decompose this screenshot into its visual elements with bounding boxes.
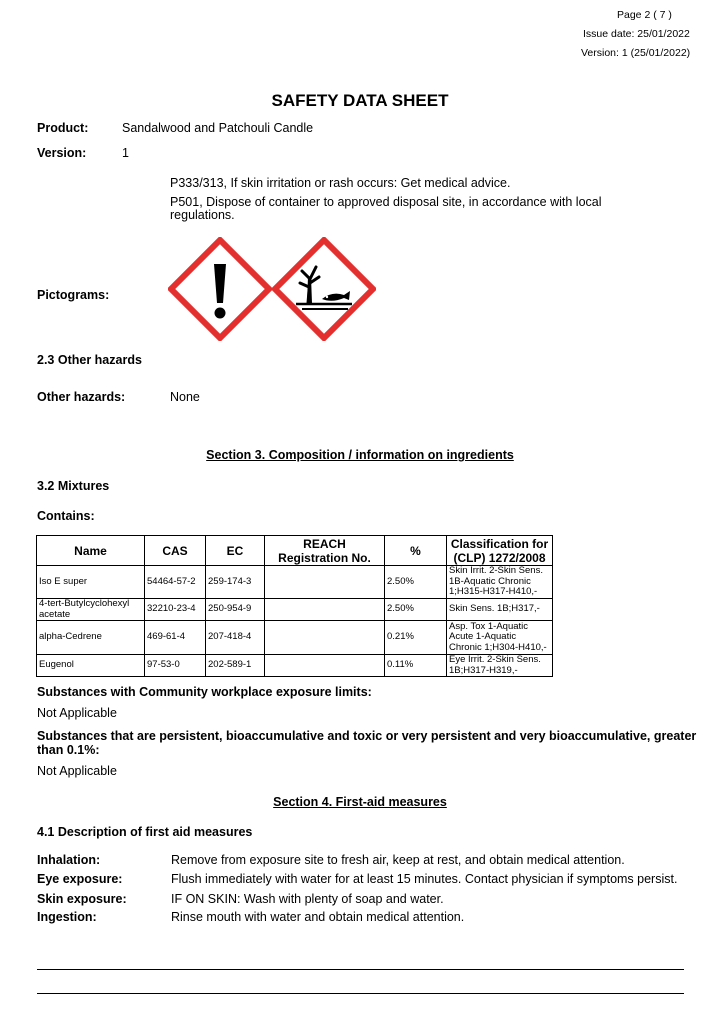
environment-hazard-icon <box>272 237 376 341</box>
column-header-reach: REACH Registration No. <box>265 536 385 566</box>
cell-cas: 32210-23-4 <box>145 599 206 621</box>
exposure-limits-heading: Substances with Community workplace exposure limits: <box>37 685 372 699</box>
pbt-heading-line2: than 0.1%: <box>37 743 100 757</box>
cell-reach <box>265 566 385 599</box>
eye-exposure-value: Flush immediately with water for at least 15 minutes. Contact physician if symptoms persist. <box>171 872 678 886</box>
cell-name: Iso E super <box>37 566 145 599</box>
table-row <box>37 655 553 677</box>
cell-percent: 0.21% <box>385 621 447 655</box>
column-header-name: Name <box>37 536 145 566</box>
product-label: Product: <box>37 121 89 135</box>
column-header-cas: CAS <box>145 536 206 566</box>
issue-date: Issue date: 25/01/2022 <box>583 28 690 40</box>
cell-classification: Skin Irrit. 2-Skin Sens. 1B-Aquatic Chronic 1;H315-H317-H410,- <box>447 566 553 599</box>
cell-percent: 0.11% <box>385 655 447 677</box>
table-row <box>37 621 553 655</box>
cell-cas: 97-53-0 <box>145 655 206 677</box>
exposure-limits-value: Not Applicable <box>37 706 117 720</box>
pictograms-label: Pictograms: <box>37 288 110 302</box>
table-header-row <box>37 536 553 566</box>
table-row <box>37 566 553 599</box>
product-value: Sandalwood and Patchouli Candle <box>122 121 314 135</box>
precaution-p501-line1: P501, Dispose of container to approved disposal site, in accordance with local <box>170 195 602 209</box>
contains-label: Contains: <box>37 509 95 523</box>
cell-ec: 250-954-9 <box>206 599 265 621</box>
ingestion-value: Rinse mouth with water and obtain medical attention. <box>171 910 465 924</box>
precaution-p333: P333/313, If skin irritation or rash occurs: Get medical advice. <box>170 176 511 190</box>
footer-divider-bottom <box>37 993 684 994</box>
other-hazards-heading: 2.3 Other hazards <box>37 353 142 367</box>
other-hazards-value: None <box>170 390 200 404</box>
cell-reach <box>265 621 385 655</box>
cell-name: alpha-Cedrene <box>37 621 145 655</box>
first-aid-subheading: 4.1 Description of first aid measures <box>37 825 253 839</box>
cell-ec: 202-589-1 <box>206 655 265 677</box>
cell-reach <box>265 599 385 621</box>
table-row <box>37 599 553 621</box>
precaution-p501-line2: regulations. <box>170 208 235 222</box>
cell-percent: 2.50% <box>385 566 447 599</box>
cell-reach <box>265 655 385 677</box>
inhalation-label: Inhalation: <box>37 853 101 867</box>
ingredients-table <box>36 535 553 677</box>
column-header-percent: % <box>385 536 447 566</box>
mixtures-heading: 3.2 Mixtures <box>37 479 110 493</box>
skin-exposure-label: Skin exposure: <box>37 892 127 906</box>
cell-ec: 259-174-3 <box>206 566 265 599</box>
version-info: Version: 1 (25/01/2022) <box>581 47 691 59</box>
column-header-classification: Classification for (CLP) 1272/2008 <box>447 536 553 566</box>
ingestion-label: Ingestion: <box>37 910 97 924</box>
section4-heading: Section 4. First-aid measures <box>273 795 447 809</box>
cell-classification: Asp. Tox 1-Aquatic Acute 1-Aquatic Chronic 1;H304-H410,- <box>447 621 553 655</box>
other-hazards-label: Other hazards: <box>37 390 126 404</box>
cell-classification: Eye Irrit. 2-Skin Sens. 1B;H317-H319,- <box>447 655 553 677</box>
column-header-ec: EC <box>206 536 265 566</box>
pbt-value: Not Applicable <box>37 764 117 778</box>
section3-heading: Section 3. Composition / information on ingredients <box>206 448 514 462</box>
version-label: Version: <box>37 146 87 160</box>
cell-percent: 2.50% <box>385 599 447 621</box>
page-number: Page 2 ( 7 ) <box>617 9 672 21</box>
cell-classification: Skin Sens. 1B;H317,- <box>447 599 553 621</box>
inhalation-value: Remove from exposure site to fresh air, keep at rest, and obtain medical attention. <box>171 853 625 867</box>
version-value: 1 <box>122 146 129 160</box>
footer-divider-top <box>37 969 684 970</box>
eye-exposure-label: Eye exposure: <box>37 872 123 886</box>
exclamation-mark-hazard-icon <box>168 237 272 341</box>
cell-name: Eugenol <box>37 655 145 677</box>
cell-cas: 469-61-4 <box>145 621 206 655</box>
skin-exposure-value: IF ON SKIN: Wash with plenty of soap and water. <box>171 892 444 906</box>
cell-name: 4-tert-Butylcyclohexyl acetate <box>37 599 145 621</box>
pbt-heading-line1: Substances that are persistent, bioaccumulative and toxic or very persistent and very bioaccumulative, greater <box>37 729 697 743</box>
cell-cas: 54464-57-2 <box>145 566 206 599</box>
document-title: SAFETY DATA SHEET <box>271 91 449 110</box>
cell-ec: 207-418-4 <box>206 621 265 655</box>
